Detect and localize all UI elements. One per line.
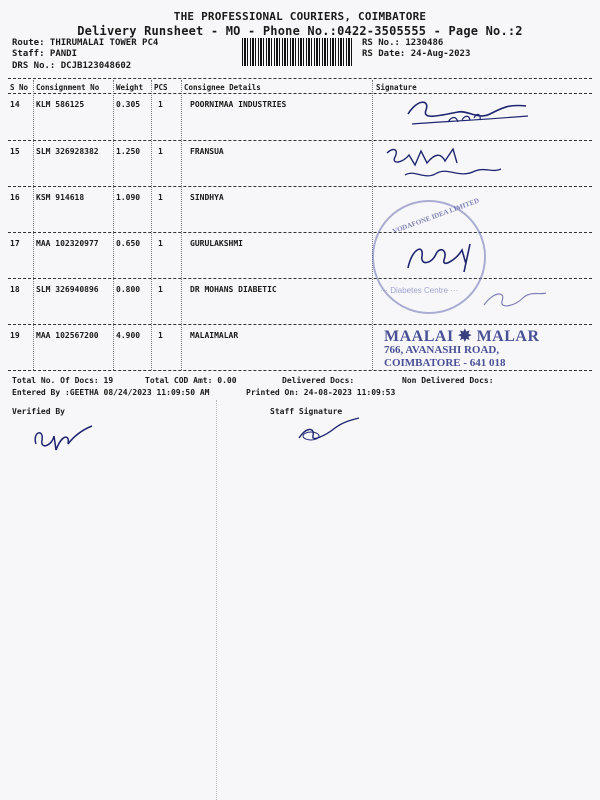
- row-consignee: POORNIMAA INDUSTRIES: [190, 100, 287, 109]
- route-label: Route: THIRUMALAI TOWER PC4: [12, 38, 159, 48]
- rs-date: RS Date: 24-Aug-2023: [362, 49, 471, 59]
- row-border: [8, 324, 592, 325]
- vodafone-stamp-text: VODAFONE IDEA LIMITED: [391, 196, 481, 236]
- row-consignment: SLM 326940896: [36, 285, 99, 294]
- non-delivered-docs: Non Delivered Docs:: [402, 376, 494, 385]
- row-sno: 19: [10, 331, 20, 340]
- row-border: [8, 278, 592, 279]
- col-header-sno: S No: [10, 83, 29, 92]
- row-sno: 17: [10, 239, 20, 248]
- malar-star-icon: ✸: [458, 328, 473, 345]
- row-consignment: KSM 914618: [36, 193, 85, 202]
- malar-stamp-city: COIMBATORE - 641 018: [384, 357, 506, 369]
- malar-stamp-line1: MAALAI: [384, 328, 454, 345]
- row-consignment: MAA 102320977: [36, 239, 99, 248]
- row-consignment: SLM 326928382: [36, 147, 99, 156]
- total-cod: Total COD Amt: 0.00: [145, 376, 237, 385]
- row-consignee: GURULAKSHMI: [190, 239, 243, 248]
- col-divider: [113, 80, 114, 370]
- company-title: THE PROFESSIONAL COURIERS, COIMBATORE: [173, 10, 427, 23]
- total-docs: Total No. Of Docs: 19: [12, 376, 114, 385]
- delivered-docs: Delivered Docs:: [282, 376, 355, 385]
- row-weight: 0.305: [116, 100, 141, 109]
- staff-signature-label: Staff Signature: [270, 407, 343, 416]
- malar-stamp-line2: MALAR: [476, 328, 540, 345]
- col-header-weight: Weight: [116, 83, 144, 92]
- signature-row-14: [398, 96, 538, 136]
- row-consignment: KLM 586125: [36, 100, 85, 109]
- row-pcs: 1: [158, 239, 163, 248]
- rs-number: RS No.: 1230486: [362, 38, 444, 48]
- col-divider: [151, 80, 152, 370]
- table-header-border: [8, 93, 592, 94]
- table-bottom-border: [8, 370, 592, 371]
- verified-by-signature: [30, 420, 100, 455]
- row-sno: 15: [10, 147, 20, 156]
- row-weight: 0.800: [116, 285, 141, 294]
- signature-row-17: [402, 238, 482, 278]
- barcode: [242, 38, 352, 66]
- row-weight: 1.090: [116, 193, 141, 202]
- row-consignee: SINDHYA: [190, 193, 224, 202]
- row-pcs: 1: [158, 285, 163, 294]
- malar-stamp-address: 766, AVANASHI ROAD,: [384, 344, 500, 356]
- row-weight: 0.650: [116, 239, 141, 248]
- drs-number: DRS No.: DCJB123048602: [12, 61, 132, 71]
- col-header-consignment: Consignment No: [36, 83, 100, 92]
- page-crease: [216, 400, 217, 800]
- table-top-border: [8, 78, 592, 79]
- row-weight: 4.900: [116, 331, 141, 340]
- row-consignee: FRANSUA: [190, 147, 224, 156]
- malar-stamp: [384, 326, 540, 346]
- entered-by: Entered By :GEETHA 08/24/2023 11:09:50 AM: [12, 388, 210, 397]
- faint-stamp-text: ··· Diabetes Centre ···: [380, 286, 459, 295]
- col-header-consignee: Consignee Details: [184, 83, 261, 92]
- row-border: [8, 140, 592, 141]
- col-header-pcs: PCS: [154, 83, 168, 92]
- row-pcs: 1: [158, 331, 163, 340]
- runsheet-title: Delivery Runsheet - MO - Phone No.:0422-3505555 - Page No.:2: [77, 24, 523, 38]
- staff-signature: [295, 414, 365, 444]
- verified-by-label: Verified By: [12, 407, 65, 416]
- staff-label: Staff: PANDI: [12, 49, 78, 59]
- printed-on: Printed On: 24-08-2023 11:09:53: [246, 388, 396, 397]
- row-pcs: 1: [158, 100, 163, 109]
- row-weight: 1.250: [116, 147, 141, 156]
- row-consignee: DR MOHANS DIABETIC: [190, 285, 277, 294]
- col-header-signature: Signature: [376, 83, 417, 92]
- row-sno: 16: [10, 193, 20, 202]
- row-border: [8, 232, 592, 233]
- row-pcs: 1: [158, 147, 163, 156]
- row-pcs: 1: [158, 193, 163, 202]
- row-consignee: MALAIMALAR: [190, 331, 239, 340]
- signature-row-18: [480, 285, 550, 315]
- col-divider: [181, 80, 182, 370]
- signature-row-15: [385, 143, 505, 188]
- row-sno: 14: [10, 100, 20, 109]
- col-divider: [372, 80, 373, 370]
- col-divider: [33, 80, 34, 370]
- row-consignment: MAA 102567200: [36, 331, 99, 340]
- row-sno: 18: [10, 285, 20, 294]
